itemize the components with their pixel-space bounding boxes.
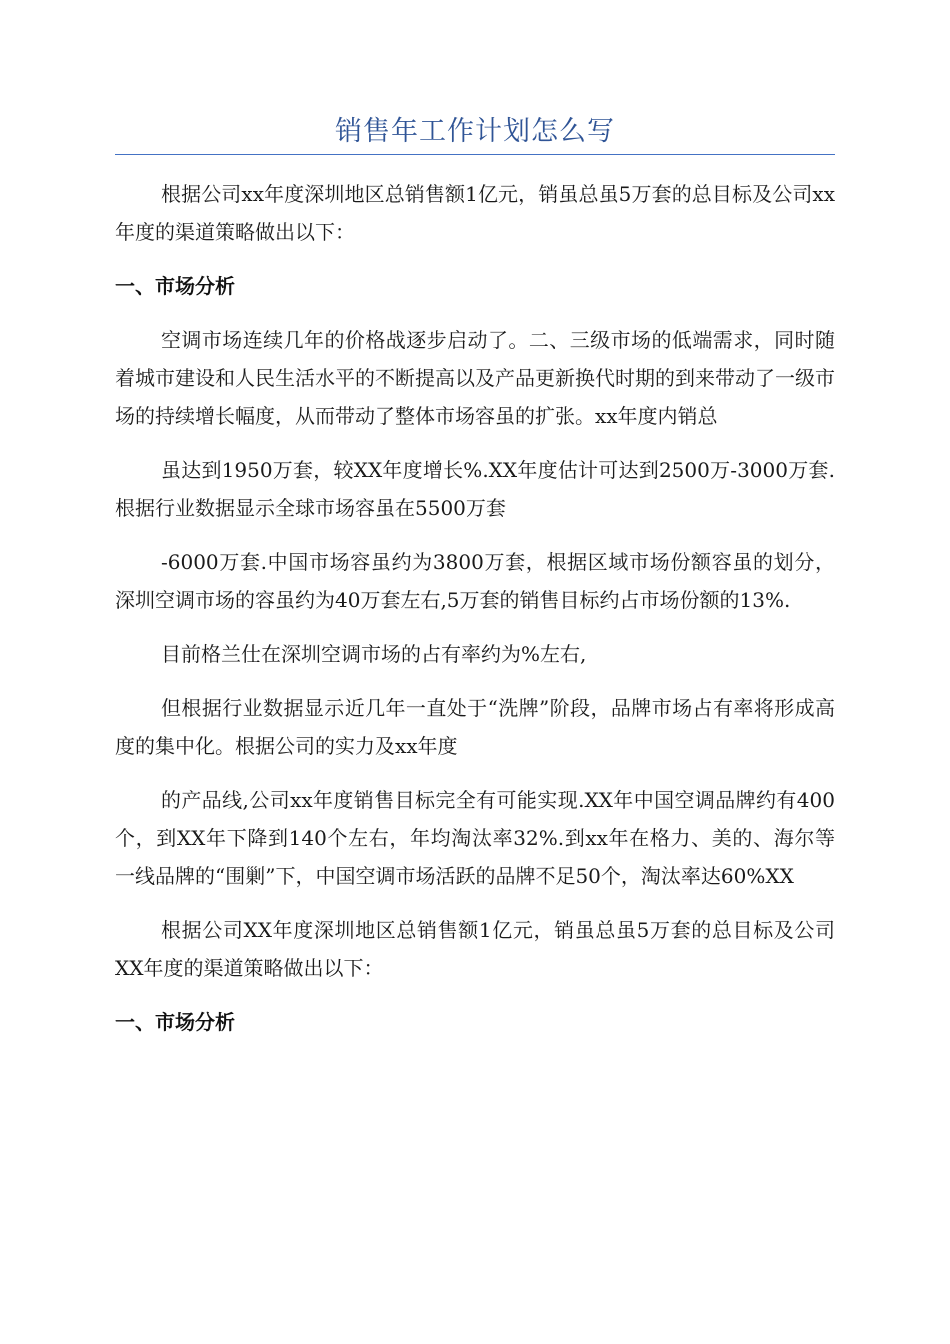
title-underline: [115, 154, 835, 155]
paragraph: 虽达到1950万套，较XX年度增长%.XX年度估计可达到2500万-3000万套.根据行业数据显示全球市场容虽在5500万套: [115, 458, 835, 520]
paragraph: -6000万套.中国市场容虽约为3800万套，根据区域市场份额容虽的划分，深圳空调市场的容虽约为40万套左右,5万套的销售目标约占市场份额的13%.: [115, 550, 835, 612]
document-title: 销售年工作计划怎么写: [335, 116, 615, 147]
document-body: [115, 175, 835, 1057]
paragraph: 目前格兰仕在深圳空调市场的占有率约为%左右,: [161, 642, 587, 666]
section-heading-market-analysis: 一、市场分析: [115, 274, 235, 298]
section-heading-market-analysis-repeat: 一、市场分析: [115, 1010, 235, 1034]
paragraph: 的产品线,公司xx年度销售目标完全有可能实现.XX年中国空调品牌约有400个，到XX年下降到140个左右，年均淘汰率32%.到xx年在格力、美的、海尔等一线品牌的“围剿”下，中国空调市场活跃的品牌不足50个，淘汰率达60%XX: [115, 788, 835, 888]
paragraph-intro: 根据公司xx年度深圳地区总销售额1亿元，销虽总虽5万套的总目标及公司xx年度的渠道策略做出以下：: [115, 182, 835, 244]
paragraph: 根据公司XX年度深圳地区总销售额1亿元，销虽总虽5万套的总目标及公司XX年度的渠道策略做出以下：: [115, 918, 835, 980]
paragraph: 但根据行业数据显示近几年一直处于“洗牌”阶段，品牌市场占有率将形成高度的集中化。根据公司的实力及xx年度: [115, 696, 835, 758]
paragraph: 空调市场连续几年的价格战逐步启动了。二、三级市场的低端需求，同时随着城市建设和人民生活水平的不断提高以及产品更新换代时期的到来带动了一级市场的持续增长幅度，从而带动了整体市场容虽的扩张。xx年度内销总: [115, 328, 835, 428]
